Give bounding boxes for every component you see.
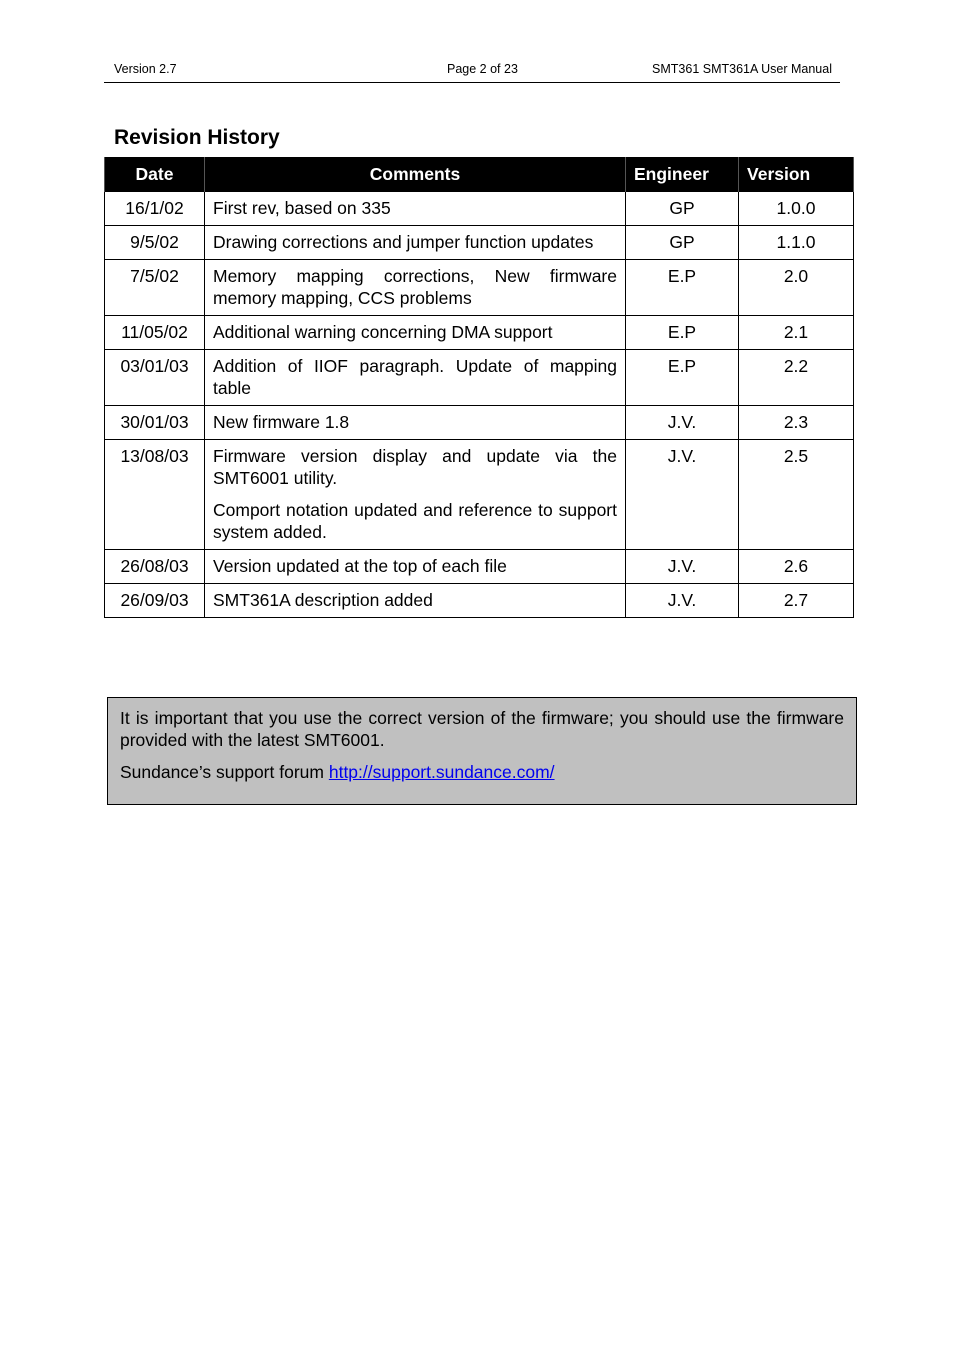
cell-version: 1.1.0 [739, 226, 854, 260]
cell-date: 30/01/03 [105, 406, 205, 440]
table-row [105, 440, 854, 550]
table-row [105, 350, 854, 406]
page-header [104, 61, 840, 83]
cell-version: 2.3 [739, 406, 854, 440]
header-manual-title: SMT361 SMT361A User Manual [652, 62, 832, 76]
support-forum-label: Sundance’s support forum [120, 762, 329, 782]
cell-version: 2.5 [739, 440, 854, 550]
cell-comments [205, 260, 626, 316]
cell-version: 2.2 [739, 350, 854, 406]
table-row [105, 192, 854, 226]
revision-history-table [104, 157, 854, 618]
cell-engineer: GP [626, 192, 739, 226]
support-forum-link[interactable]: http://support.sundance.com/ [328, 762, 555, 782]
column-header-engineer: Engineer [626, 157, 739, 192]
header-page-number: Page 2 of 23 [447, 62, 518, 76]
table-row [105, 406, 854, 440]
cell-version: 2.6 [739, 550, 854, 584]
cell-date: 03/01/03 [105, 350, 205, 406]
cell-comments [205, 192, 626, 226]
support-forum-line [120, 761, 844, 783]
column-header-date: Date [105, 157, 205, 192]
cell-date: 9/5/02 [105, 226, 205, 260]
cell-engineer: J.V. [626, 440, 739, 550]
cell-date: 26/09/03 [105, 584, 205, 618]
cell-engineer: J.V. [626, 550, 739, 584]
table-row [105, 260, 854, 316]
cell-engineer: GP [626, 226, 739, 260]
table-row [105, 584, 854, 618]
cell-date: 11/05/02 [105, 316, 205, 350]
cell-engineer: E.P [626, 316, 739, 350]
table-row [105, 316, 854, 350]
cell-comments [205, 584, 626, 618]
comment-paragraph: Comport notation updated and reference to support system added. [213, 500, 617, 542]
comment-paragraph: First rev, based on 335 [213, 198, 391, 218]
cell-comments [205, 440, 626, 550]
cell-comments [205, 226, 626, 260]
comment-paragraph: Drawing corrections and jumper function updates [213, 232, 594, 252]
cell-engineer: E.P [626, 350, 739, 406]
comment-paragraph: Additional warning concerning DMA support [213, 322, 553, 342]
cell-date: 13/08/03 [105, 440, 205, 550]
cell-comments [205, 550, 626, 584]
cell-date: 7/5/02 [105, 260, 205, 316]
revision-history-heading: Revision History [114, 126, 280, 149]
header-version: Version 2.7 [114, 62, 177, 76]
cell-comments [205, 406, 626, 440]
table-header-row [105, 157, 854, 192]
cell-engineer: E.P [626, 260, 739, 316]
cell-version: 2.1 [739, 316, 854, 350]
cell-engineer: J.V. [626, 406, 739, 440]
comment-paragraph: SMT361A description added [213, 590, 433, 610]
comment-paragraph: Addition of IIOF paragraph. Update of mapping table [213, 356, 617, 398]
cell-date: 16/1/02 [105, 192, 205, 226]
column-header-comments: Comments [205, 157, 626, 192]
comment-paragraph: Version updated at the top of each file [213, 556, 507, 576]
table-row [105, 550, 854, 584]
table-header [105, 157, 854, 192]
cell-engineer: J.V. [626, 584, 739, 618]
column-header-version: Version [739, 157, 854, 192]
cell-version: 2.7 [739, 584, 854, 618]
cell-version: 2.0 [739, 260, 854, 316]
comment-paragraph: Firmware version display and update via the SMT6001 utility. [213, 446, 617, 488]
firmware-note-box [107, 697, 857, 805]
cell-date: 26/08/03 [105, 550, 205, 584]
comment-paragraph: Memory mapping corrections, New firmware memory mapping, CCS problems [213, 266, 617, 308]
cell-version: 1.0.0 [739, 192, 854, 226]
cell-comments [205, 316, 626, 350]
cell-comments [205, 350, 626, 406]
table-body [105, 192, 854, 618]
comment-paragraph: New firmware 1.8 [213, 412, 350, 432]
table-row [105, 226, 854, 260]
firmware-note-text: It is important that you use the correct version of the firmware; you should use the firmware provided with the latest SMT6001. [120, 708, 844, 750]
